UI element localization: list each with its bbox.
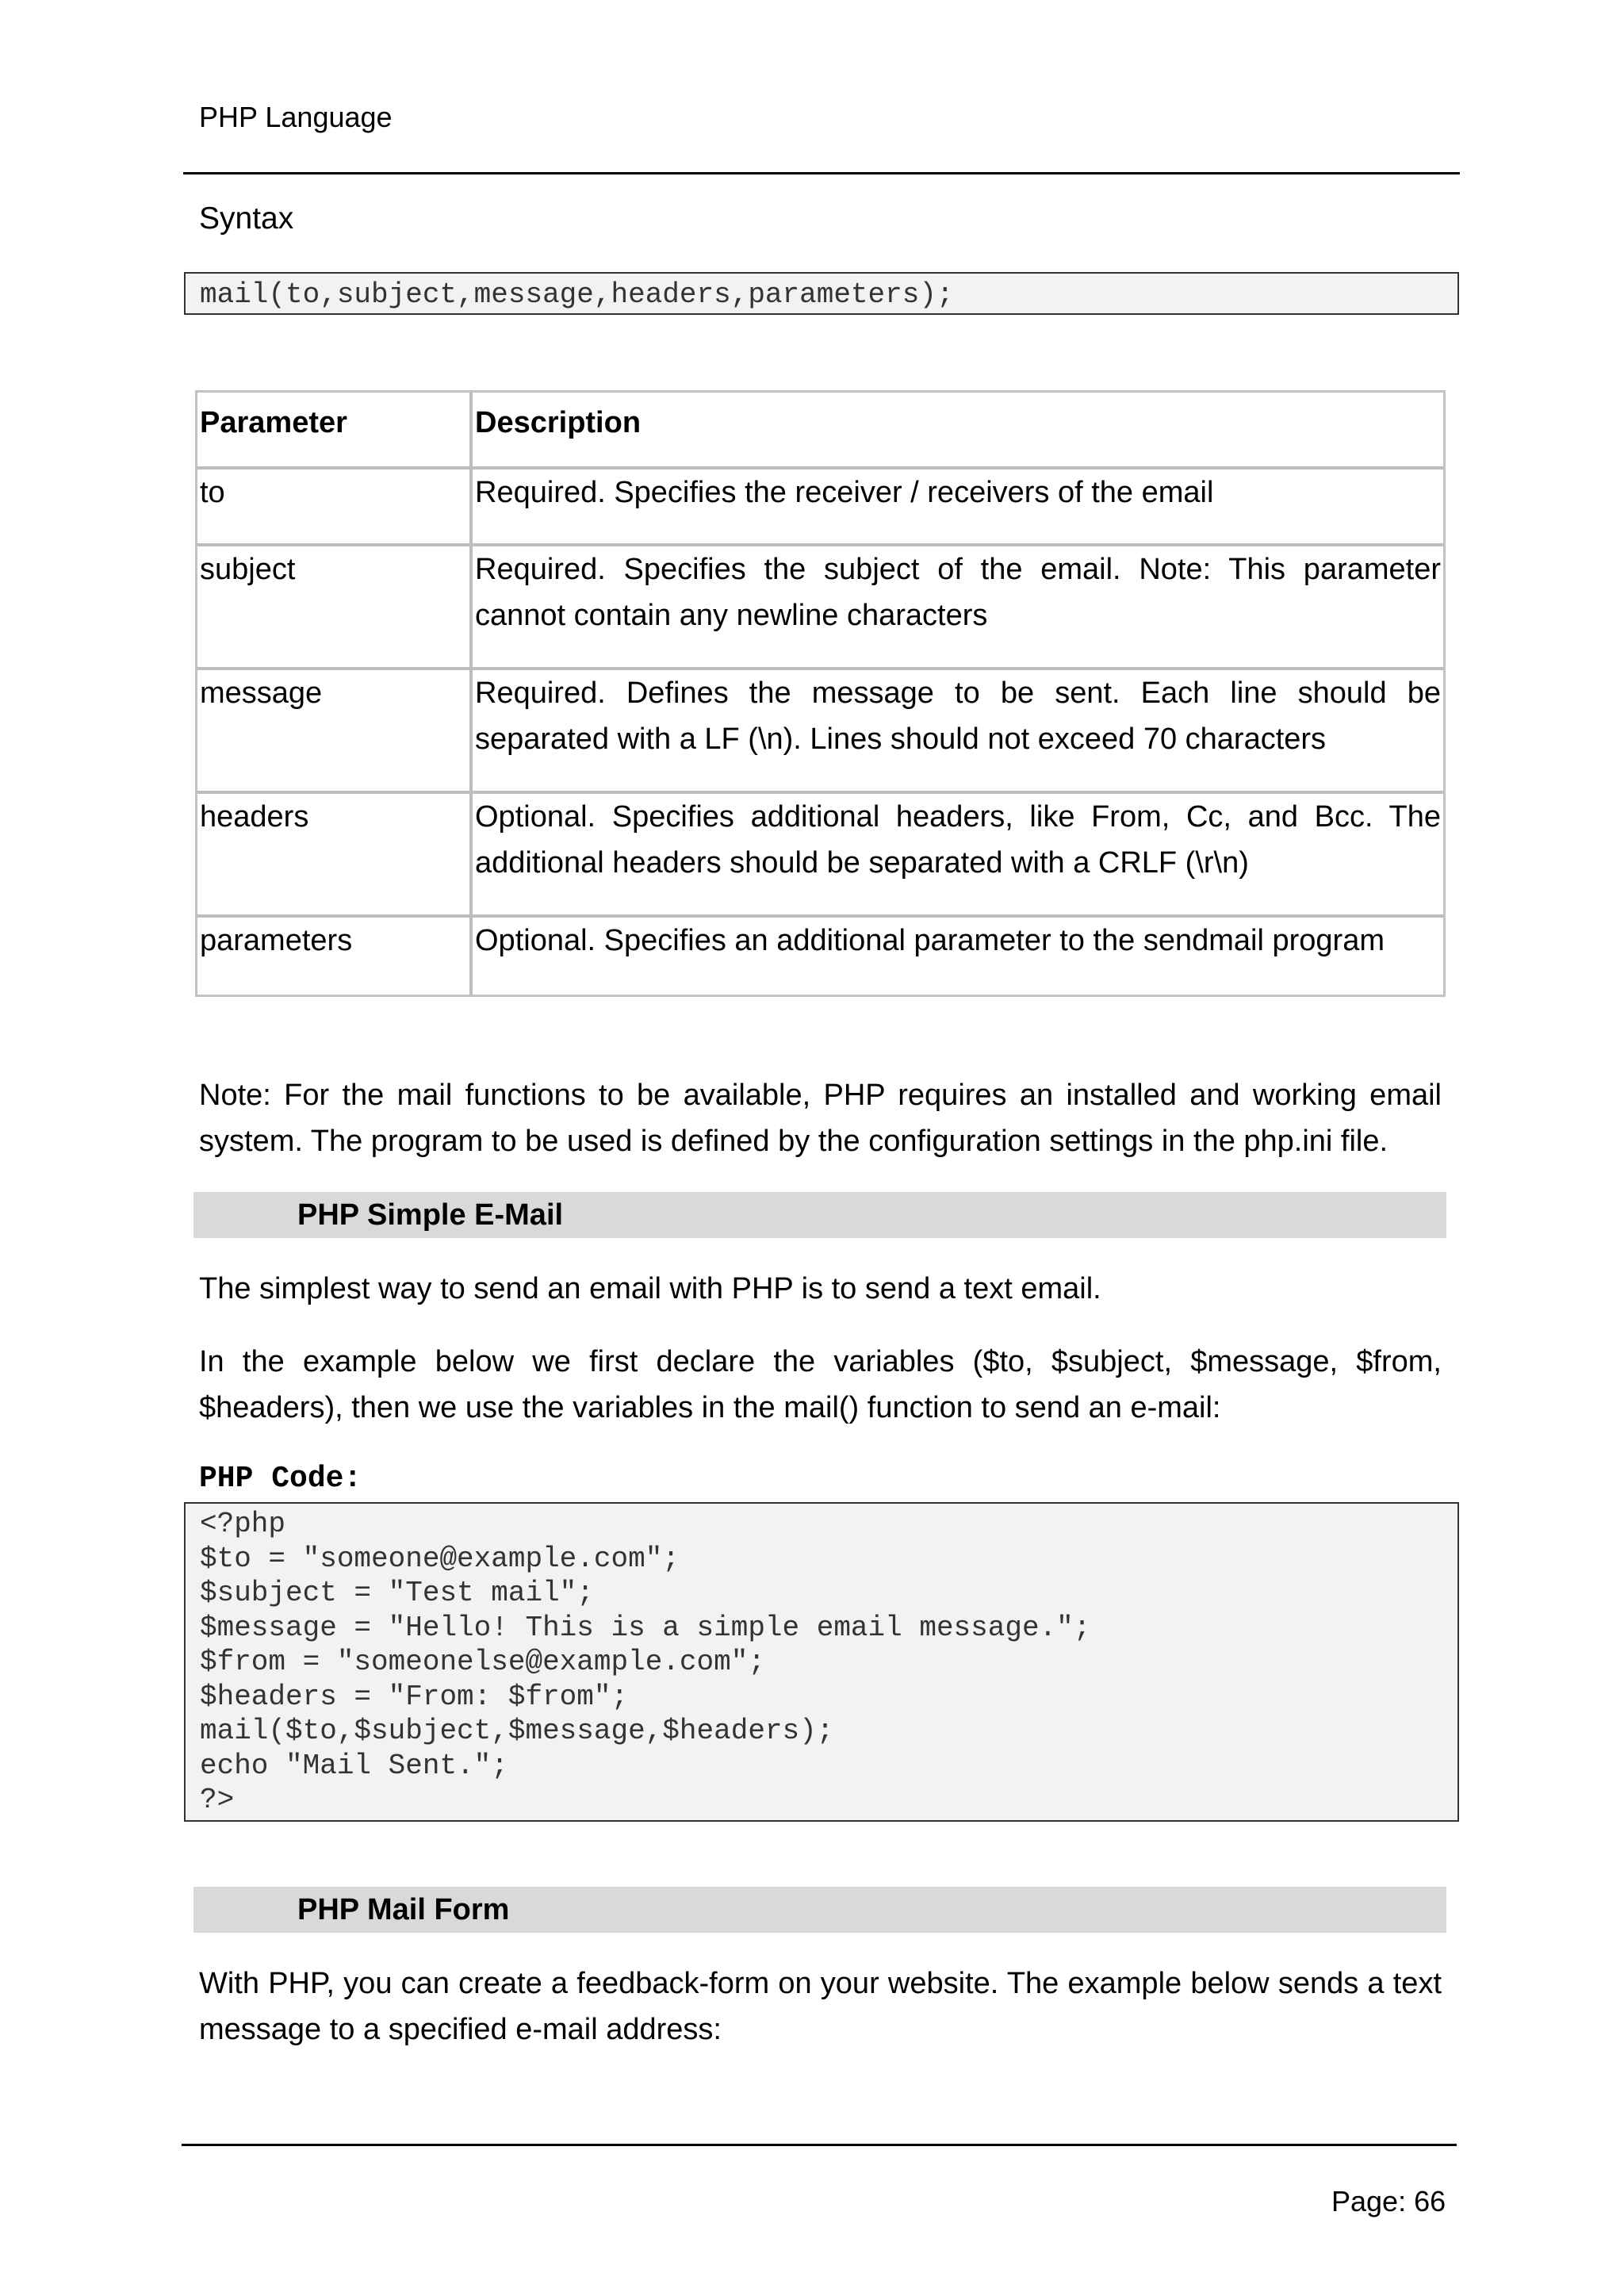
param-name: subject: [197, 546, 473, 670]
code-line: $from = "someonelse@example.com";: [200, 1646, 765, 1678]
section-heading: PHP Mail Form: [297, 1893, 510, 1926]
syntax-code-block: mail(to,subject,message,headers,parameters);: [184, 272, 1459, 315]
code-line: $headers = "From: $from";: [200, 1680, 629, 1713]
table-row: [197, 918, 1443, 995]
param-desc: Required. Defines the message to be sent. Each line should be separated with a LF (\n). Lines should not exceed 70 characters: [473, 670, 1443, 794]
php-code-block: [184, 1502, 1459, 1822]
running-header: PHP Language: [199, 101, 393, 133]
code-label: PHP Code:: [199, 1462, 362, 1496]
section-heading: PHP Simple E-Mail: [297, 1198, 564, 1232]
table-header-cell: Parameter: [197, 393, 473, 470]
code-line: $subject = "Test mail";: [200, 1577, 594, 1609]
table-row: [197, 670, 1443, 794]
param-name: headers: [197, 794, 473, 918]
body-paragraph: In the example below we first declare the variables ($to, $subject, $message, $from, $headers), then we use the variables in the mail() function to send an e-mail:: [199, 1345, 1442, 1424]
param-desc: Required. Specifies the receiver / receivers of the email: [473, 470, 1443, 546]
table-row: [197, 546, 1443, 670]
param-desc: Optional. Specifies additional headers, like From, Cc, and Bcc. The additional headers should be separated with a CRLF (\r\n): [473, 794, 1443, 918]
table-row: [197, 470, 1443, 546]
section-heading-band: [193, 1192, 1446, 1238]
body-paragraph: With PHP, you can create a feedback-form on your website. The example below sends a text message to a specified e-mail address:: [199, 1967, 1442, 2046]
param-name: to: [197, 470, 473, 546]
table-header-row: [197, 393, 1443, 470]
code-line: mail($to,$subject,$message,$headers);: [200, 1715, 834, 1747]
code-line: ?>: [200, 1784, 235, 1816]
note-paragraph: Note: For the mail functions to be available, PHP requires an installed and working email system. The program to be used is defined by the configuration settings in the php.ini file.: [199, 1079, 1442, 1158]
table-header-cell: Description: [473, 393, 1443, 470]
footer-rule: [182, 2144, 1457, 2146]
param-desc: Required. Specifies the subject of the email. Note: This parameter cannot contain any newline characters: [473, 546, 1443, 670]
page-number: Page: 66: [1331, 2185, 1446, 2217]
code-line: <?php: [200, 1508, 286, 1540]
body-paragraph: The simplest way to send an email with PHP is to send a text email.: [199, 1272, 1101, 1305]
code-line: $to = "someone@example.com";: [200, 1542, 680, 1575]
table-row: [197, 794, 1443, 918]
header-rule: [183, 172, 1460, 174]
code-line: $message = "Hello! This is a simple email message.";: [200, 1611, 1091, 1644]
syntax-heading: Syntax: [199, 201, 294, 236]
param-name: parameters: [197, 918, 473, 995]
code-line: echo "Mail Sent.";: [200, 1749, 508, 1782]
parameters-table: [195, 390, 1446, 997]
section-heading-band: [193, 1887, 1446, 1933]
param-desc: Optional. Specifies an additional parameter to the sendmail program: [475, 924, 1385, 957]
param-name: message: [197, 670, 473, 794]
